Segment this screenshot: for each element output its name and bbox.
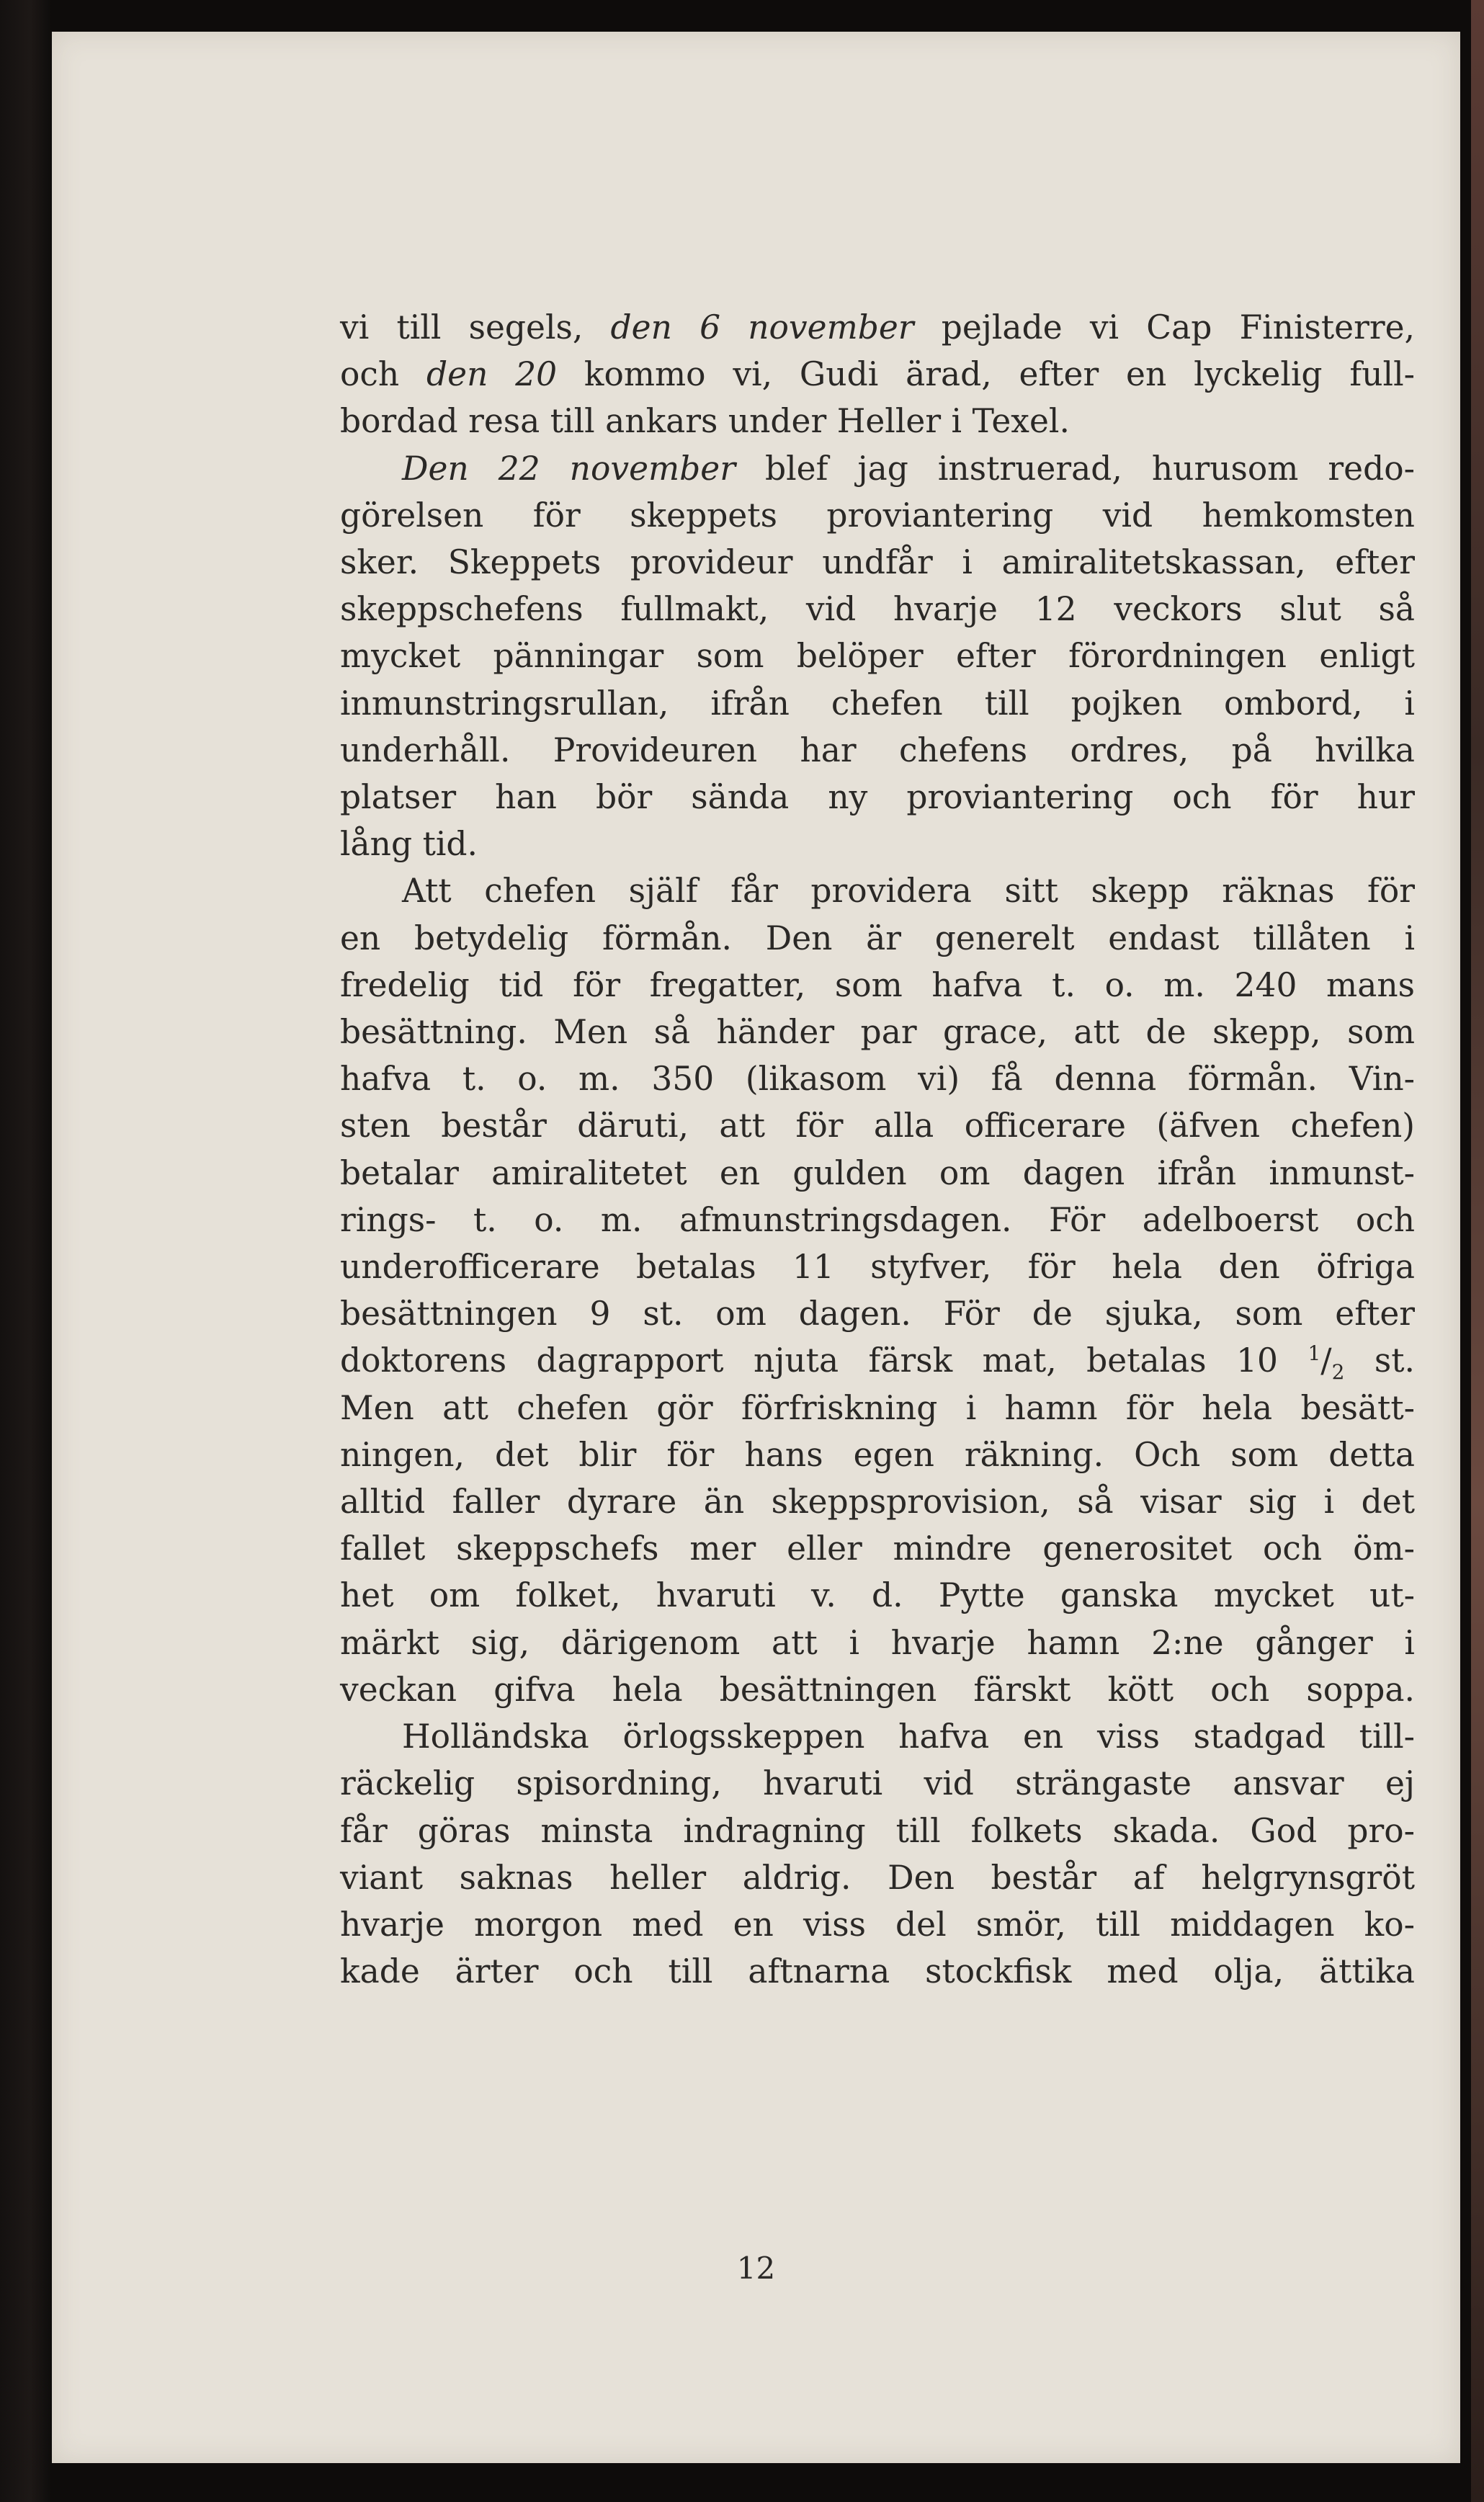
superscript: 1	[1308, 1341, 1321, 1366]
text-segment: och	[340, 355, 427, 394]
text-line	[340, 1713, 1415, 1760]
text-line	[340, 1431, 1415, 1478]
text-line	[340, 1854, 1415, 1901]
text-segment: Men att chefen gör förfriskning i hamn för hela besätt-	[340, 1388, 1415, 1427]
text-line	[340, 915, 1415, 962]
text-segment: Att chefen själf får providera sitt skepp räknas för	[402, 872, 1415, 911]
text-line	[340, 1337, 1415, 1384]
book-page	[52, 32, 1460, 2463]
text-segment: st.	[1344, 1341, 1416, 1380]
text-segment: besättning. Men så händer par grace, att de skepp, som	[340, 1013, 1415, 1052]
text-line	[340, 821, 1415, 867]
text-segment: sten består däruti, att för alla officerare (äfven chefen)	[340, 1107, 1415, 1145]
book-edge	[1471, 0, 1484, 2502]
text-segment: platser han bör sända ny proviantering och för hur	[340, 778, 1415, 817]
text-segment: fredelig tid för fregatter, som hafva t. o. m. 240 mans	[340, 965, 1415, 1004]
text-line	[340, 351, 1415, 398]
text-segment: hvarje morgon med en viss del smör, till middagen ko-	[340, 1905, 1415, 1944]
text-segment: mycket pänningar som belöper efter förordningen enligt	[340, 637, 1415, 676]
text-segment: skeppschefens fullmakt, vid hvarje 12 veckors slut så	[340, 590, 1415, 629]
text-segment: lång tid.	[340, 825, 478, 864]
text-line	[340, 586, 1415, 633]
text-line	[340, 1948, 1415, 1995]
text-segment: underofficerare betalas 11 styfver, för hela den öfriga	[340, 1248, 1415, 1287]
italic-text: den 20	[426, 355, 558, 394]
page-number: 12	[736, 2251, 776, 2286]
page-text	[340, 304, 1415, 1995]
text-line	[340, 1150, 1415, 1197]
text-segment: kade ärter och till aftnarna stockfisk med olja, ättika	[340, 1952, 1415, 1991]
text-segment: pejlade vi Cap Finisterre,	[913, 308, 1415, 347]
text-segment: besättningen 9 st. om dagen. För de sjuka, som efter	[340, 1295, 1415, 1333]
text-line	[340, 1901, 1415, 1948]
text-segment: rings- t. o. m. afmunstringsdagen. För adelboerst och	[340, 1200, 1415, 1239]
text-line	[340, 727, 1415, 774]
text-line	[340, 1102, 1415, 1149]
text-line	[340, 1055, 1415, 1102]
text-line	[340, 1572, 1415, 1619]
book-spine	[0, 0, 50, 2502]
text-segment: görelsen för skeppets proviantering vid hemkomsten	[340, 496, 1415, 535]
text-line	[340, 680, 1415, 727]
text-segment: märkt sig, därigenom att i hvarje hamn 2:ne gånger i	[340, 1623, 1415, 1662]
text-segment: alltid faller dyrare än skeppsprovision, så visar sig i det	[340, 1483, 1415, 1522]
text-line	[340, 539, 1415, 586]
text-segment: räckelig spisordning, hvaruti vid strängaste ansvar ej	[340, 1764, 1415, 1803]
text-segment: kommo vi, Gudi ärad, efter en lyckelig full-	[557, 355, 1415, 394]
text-line	[340, 304, 1415, 351]
text-segment: fallet skeppschefs mer eller mindre generositet och öm-	[340, 1529, 1415, 1568]
italic-text: Den 22 november	[402, 449, 736, 488]
text-segment: doktorens dagrapport njuta färsk mat, betalas 10	[340, 1341, 1308, 1380]
subscript: 2	[1331, 1360, 1345, 1385]
text-line	[340, 1385, 1415, 1431]
text-segment: får göras minsta indragning till folkets skada. God pro-	[340, 1811, 1415, 1850]
text-segment: Holländska örlogsskeppen hafva en viss stadgad till-	[402, 1717, 1415, 1756]
text-segment: ningen, det blir för hans egen räkning. Och som detta	[340, 1435, 1415, 1474]
text-segment: veckan gifva hela besättningen färskt kött och soppa.	[340, 1670, 1415, 1709]
text-line	[340, 962, 1415, 1009]
text-segment: en betydelig förmån. Den är generelt endast tillåten i	[340, 919, 1415, 957]
text-line	[340, 492, 1415, 539]
text-line	[340, 774, 1415, 821]
text-line	[340, 1760, 1415, 1807]
text-segment: sker. Skeppets provideur undfår i amiralitetskassan, efter	[340, 543, 1415, 582]
text-line	[340, 1478, 1415, 1525]
text-line	[340, 1666, 1415, 1713]
text-line	[340, 1243, 1415, 1290]
text-segment: hafva t. o. m. 350 (likasom vi) få denna förmån. Vin-	[340, 1060, 1415, 1099]
text-segment: betalar amiralitetet en gulden om dagen ifrån inmunst-	[340, 1153, 1415, 1192]
text-line	[340, 1197, 1415, 1243]
text-segment: bordad resa till ankars under Heller i Texel.	[340, 402, 1070, 441]
text-segment: /	[1320, 1341, 1332, 1380]
text-line	[340, 1808, 1415, 1854]
text-segment: underhåll. Provideuren har chefens ordres, på hvilka	[340, 731, 1415, 769]
text-line	[340, 1525, 1415, 1572]
text-segment: viant saknas heller aldrig. Den består af helgrynsgröt	[340, 1858, 1415, 1897]
text-line	[340, 1619, 1415, 1666]
text-segment: het om folket, hvaruti v. d. Pytte ganska mycket ut-	[340, 1576, 1415, 1615]
text-line	[340, 398, 1415, 444]
text-segment: vi till segels,	[340, 308, 611, 347]
text-segment: inmunstringsrullan, ifrån chefen till pojken ombord, i	[340, 684, 1415, 723]
text-line	[340, 633, 1415, 679]
italic-text: den 6 november	[610, 308, 914, 347]
text-line	[340, 445, 1415, 492]
text-line	[340, 867, 1415, 914]
text-line	[340, 1009, 1415, 1055]
text-segment: blef jag instruerad, hurusom redo-	[735, 449, 1416, 488]
text-line	[340, 1290, 1415, 1337]
